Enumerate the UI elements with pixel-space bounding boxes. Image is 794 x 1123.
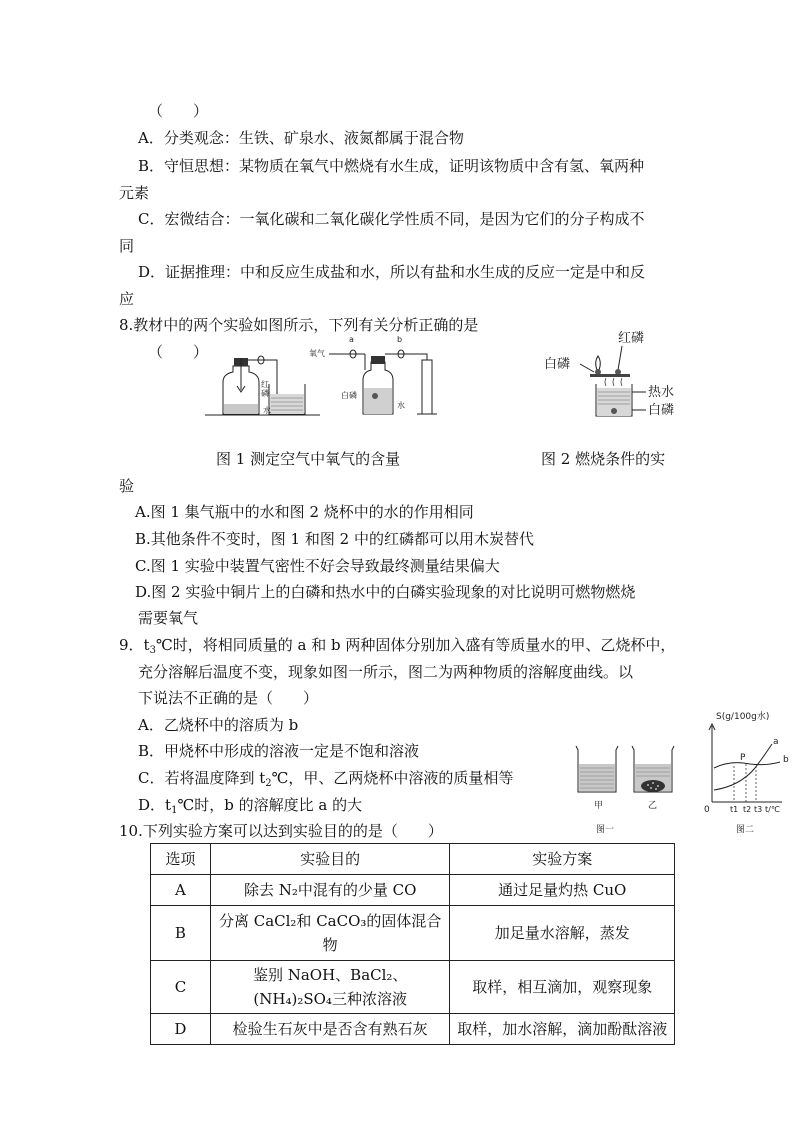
q8-option-c: C.图 1 实验中装置气密性不好会导致最终测量结果偏大 xyxy=(135,557,500,575)
table-cell-goal: 分离 CaCl₂和 CaCO₃的固体混合物 xyxy=(210,906,450,961)
q8-caption-fig1: 图 1 测定空气中氧气的含量 xyxy=(216,450,401,468)
fig1-label-red: 红 xyxy=(261,380,269,389)
q9-beaker-yi: 乙 xyxy=(648,801,658,811)
q8-paren: （ ） xyxy=(148,343,209,361)
q9-option-d: D．$t_1℃$时，b 的溶解度比 a 的大 xyxy=(138,796,363,816)
graph-origin: 0 xyxy=(704,805,710,815)
table-header-plan: 实验方案 xyxy=(450,844,675,875)
graph-curve-a: a xyxy=(773,737,779,747)
q9-option-b: B．甲烧杯中形成的溶液一定是不饱和溶液 xyxy=(138,742,420,760)
table-header-option: 选项 xyxy=(151,844,211,875)
q7-option-d-cont: 应 xyxy=(119,290,135,308)
fig-combustion-white-p-water: 白磷 xyxy=(648,403,675,418)
table-row xyxy=(151,906,675,961)
table-row xyxy=(151,875,675,906)
graph-point-p: P xyxy=(740,753,746,763)
fig2-label-b: b xyxy=(397,335,403,344)
q8-option-a: A.图 1 集气瓶中的水和图 2 烧杯中的水的作用相同 xyxy=(135,503,474,521)
q8-figure-combustion xyxy=(540,328,685,420)
q10-table xyxy=(150,843,675,1045)
q8-caption-fig2: 图 2 燃烧条件的实 xyxy=(541,450,666,468)
q7-paren: （ ） xyxy=(148,102,209,120)
table-cell-option: A xyxy=(151,875,211,906)
q8-caption-fig2-cont: 验 xyxy=(119,477,135,495)
q9-option-a: A．乙烧杯中的溶质为 b xyxy=(138,716,299,734)
fig2-label-white-p: 白磷 xyxy=(341,391,357,400)
table-cell-option: B xyxy=(151,906,211,961)
q8-option-b: B.其他条件不变时，图 1 和图 2 中的红磷都可以用木炭替代 xyxy=(135,530,534,548)
fig1-label-water: 水 xyxy=(263,406,271,415)
table-row xyxy=(151,961,675,1014)
q7-option-b-cont: 元素 xyxy=(119,184,150,202)
q7-option-c-cont: 同 xyxy=(119,237,135,255)
table-cell-plan: 加足量水溶解，蒸发 xyxy=(450,906,675,961)
q8-option-d: D.图 2 实验中铜片上的白磷和热水中的白磷实验现象的对比说明可燃物燃烧 xyxy=(135,583,636,601)
q9-stem-line3: 下说法不正确的是（ ） xyxy=(138,689,319,707)
table-cell-option: D xyxy=(151,1014,211,1045)
q9-figure1-caption: 图一 xyxy=(596,825,615,835)
table-header-row xyxy=(151,844,675,875)
q9-figure2-solubility-graph xyxy=(700,704,794,836)
graph-t2: t2 xyxy=(743,805,752,814)
q9-figure2-caption: 图二 xyxy=(736,825,755,835)
q8-stem: 8.教材中的两个实验如图所示，下列有关分析正确的是 xyxy=(119,316,479,334)
q9-option-c: C．若将温度降到 $t_2℃$，甲、乙两烧杯中溶液的质量相等 xyxy=(138,769,514,789)
graph-curve-b: b xyxy=(783,755,789,765)
q8-option-d-cont: 需要氧气 xyxy=(138,609,199,627)
q8-figure2-apparatus xyxy=(305,330,445,420)
graph-t3: t3 xyxy=(754,805,763,814)
graph-t1: t1 xyxy=(730,805,739,814)
q9-stem-line2: 充分溶解后温度不变，现象如图一所示，图二为两种物质的溶解度曲线。以 xyxy=(138,663,634,681)
table-cell-plan: 取样，加水溶解，滴加酚酞溶液 xyxy=(450,1014,675,1045)
graph-xlabel: t/℃ xyxy=(765,805,780,814)
fig2-label-oxygen: 氧气 xyxy=(309,349,325,358)
fig2-label-a: a xyxy=(349,335,354,344)
fig1-label-p: 磷 xyxy=(261,389,269,398)
table-cell-option: C xyxy=(151,961,211,1014)
q7-option-c: C．宏微结合：一氧化碳和二氧化碳化学性质不同，是因为它们的分子构成不 xyxy=(138,210,645,228)
q9-beaker-jia: 甲 xyxy=(594,801,604,811)
fig-combustion-white-p: 白磷 xyxy=(544,357,571,372)
table-cell-goal: 检验生石灰中是否含有熟石灰 xyxy=(210,1014,450,1045)
q9-figure1-beakers xyxy=(570,742,690,837)
fig-combustion-red-p: 红磷 xyxy=(618,331,645,346)
fig2-label-water: 水 xyxy=(397,401,405,410)
fig-combustion-hot-water: 热水 xyxy=(648,385,675,400)
graph-ylabel: S(g/100g水) xyxy=(716,712,770,722)
table-header-goal: 实验目的 xyxy=(210,844,450,875)
table-cell-plan: 取样，相互滴加，观察现象 xyxy=(450,961,675,1014)
table-cell-goal: 除去 N₂中混有的少量 CO xyxy=(210,875,450,906)
q7-option-b: B．守恒思想：某物质在氧气中燃烧有水生成，证明该物质中含有氢、氧两种 xyxy=(138,157,645,175)
q7-option-a: A．分类观念：生铁、矿泉水、液氮都属于混合物 xyxy=(138,129,464,147)
q7-option-d: D．证据推理：中和反应生成盐和水，所以有盐和水生成的反应一定是中和反 xyxy=(138,263,646,281)
table-cell-plan: 通过足量灼热 CuO xyxy=(450,875,675,906)
table-cell-goal: 鉴别 NaOH、BaCl₂、(NH₄)₂SO₄三种浓溶液 xyxy=(210,961,450,1014)
q9-stem-line1: 9．$t_3℃$时，将相同质量的 a 和 b 两种固体分别加入盛有等质量水的甲、乙烧杯中， xyxy=(119,636,676,656)
table-row xyxy=(151,1014,675,1045)
q10-stem: 10.下列实验方案可以达到实验目的的是（ ） xyxy=(119,822,443,840)
